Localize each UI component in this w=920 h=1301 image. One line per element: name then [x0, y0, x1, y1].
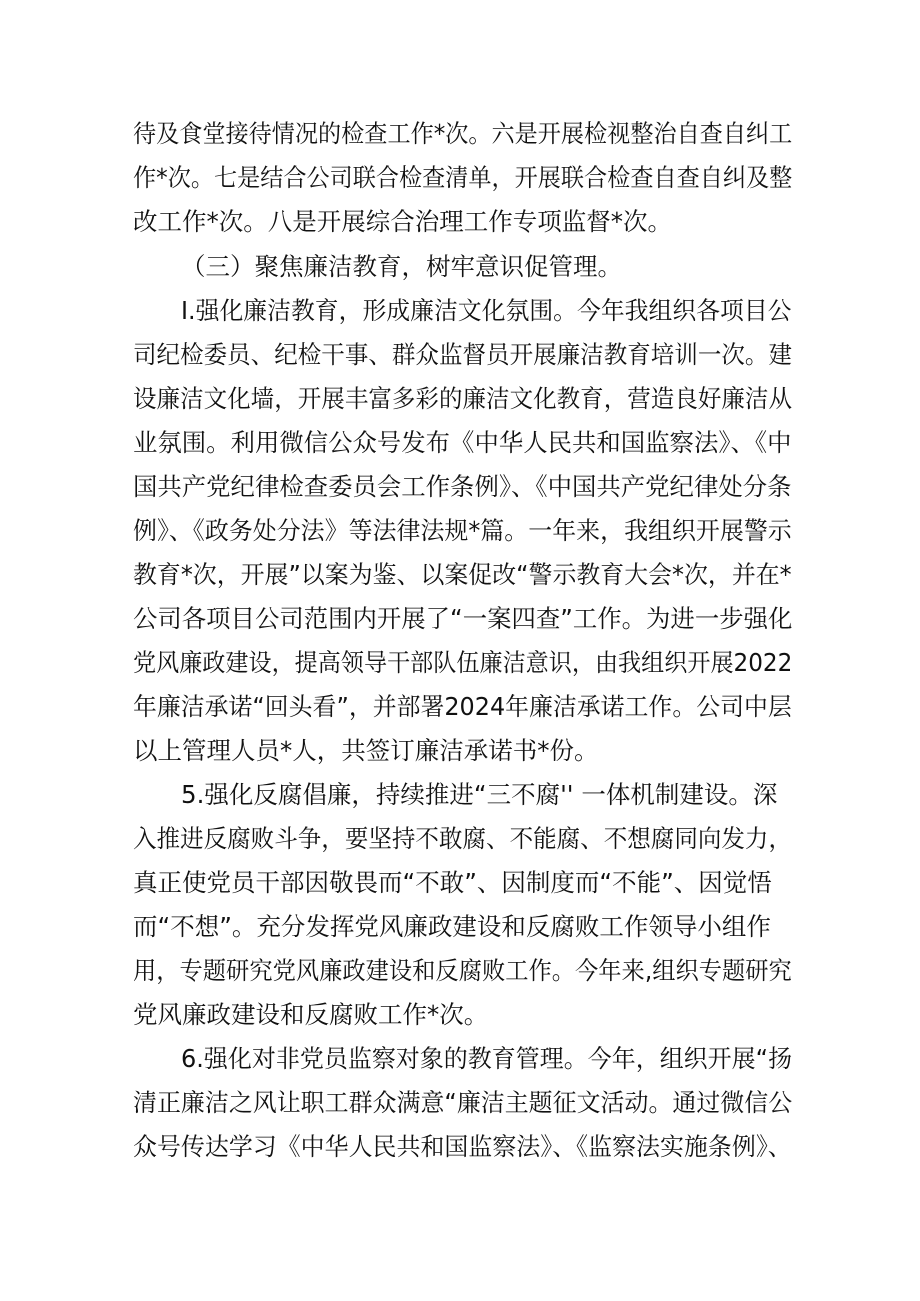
text-line: 5.强化反腐倡廉，持续推进“三不腐'' 一体机制建设。深 [181, 780, 778, 809]
text-line: 改工作*次。八是开展综合治理工作专项监督*次。 [133, 207, 672, 236]
text-line: 业氛围。利用微信公众号发布《中华人民共和国监察法》、《中 [133, 428, 792, 457]
text-line: 以上管理人员*人，共签订廉洁承诺书*份。 [133, 736, 599, 765]
text-line: 党风廉政建设，提高领导干部队伍廉洁意识，由我组织开展2022 [133, 648, 793, 677]
text-line: I.强化廉洁教育，形成廉洁文化氛围。今年我组织各项目公 [181, 296, 792, 325]
text-line: 清正廉洁之风让职工群众满意“廉洁主题征文活动。通过微信公 [133, 1088, 793, 1117]
text-line: 真正使党员干部因敬畏而“不敢”、因制度而“不能”、因觉悟 [133, 868, 772, 897]
text-line: 而“不想”。充分发挥党风廉政建设和反腐败工作领导小组作 [133, 912, 771, 941]
text-line: 6.强化对非党员监察对象的教育管理。今年，组织开展“扬 [181, 1044, 793, 1073]
text-line: 众号传达学习《中华人民共和国监察法》、《监察法实施条例》、 [133, 1132, 792, 1161]
text-line: 年廉洁承诺“回头看”，并部署2024年廉洁承诺工作。公司中层 [133, 692, 792, 721]
text-line: 入推进反腐败斗争，要坚持不敢腐、不能腐、不想腐同向发力， [133, 824, 792, 853]
section-heading: （三）聚焦廉洁教育，树牢意识促管理。 [181, 252, 622, 281]
text-line: 作*次。七是结合公司联合检查清单，开展联合检查自查自纠及整 [133, 163, 793, 192]
text-line: 设廉洁文化墙，开展丰富多彩的廉洁文化教育，营造良好廉洁从 [133, 384, 792, 413]
text-line: 待及食堂接待情况的检查工作*次。六是开展检视整治自查自纠工 [133, 119, 793, 148]
text-line: 例》、《政务处分法》等法律法规*篇。一年来，我组织开展警示 [133, 516, 792, 545]
text-line: 教育*次，开展”以案为鉴、以案促改“警示教育大会*次，并在* [133, 560, 792, 589]
text-line: 国共产党纪律检查委员会工作条例》、《中国共产党纪律处分条 [133, 472, 792, 501]
text-line: 公司各项目公司范围内开展了“一案四查”工作。为进一步强化 [133, 604, 793, 633]
text-line: 党风廉政建设和反腐败工作*次。 [133, 1000, 489, 1029]
text-line: 司纪检委员、纪检干事、群众监督员开展廉洁教育培训一次。建 [133, 340, 792, 369]
text-line: 用，专题研究党风廉政建设和反腐败工作。今年来,组织专题研究 [133, 956, 792, 985]
